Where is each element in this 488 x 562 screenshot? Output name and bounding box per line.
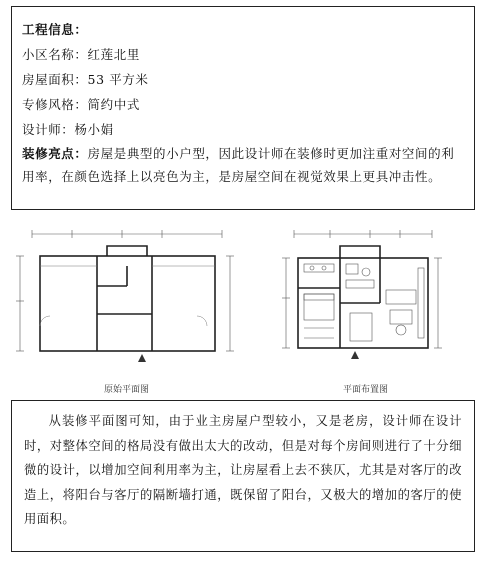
original-plan-caption: 原始平面图 [104,385,150,395]
description-paragraph: 从装修平面图可知，由于业主房屋户型较小，又是老房，设计师在设计时，对整体空间的格局没有做出太大的改动，但是对每个房间则进行了十分细微的设计，以增加空间利用率为主，让房屋看上去不狭仄，尤其是对客厅的改造上，将阳台与客厅的隔断墙打通，既保留了阳台，又极大的增加的客厅的使用面积。 [24,414,462,526]
area-value: 53 平方米 [87,72,149,87]
area-label: 房屋面积： [22,72,88,87]
layout-floor-plan-drawing [280,228,445,378]
style-row [22,92,464,117]
style-label: 专修风格： [22,97,88,112]
original-floor-plan-drawing [12,226,237,374]
community-row [22,42,464,67]
style-value: 简约中式 [87,97,140,112]
layout-plan-caption: 平面布置图 [343,385,389,395]
floor-plans [0,220,488,395]
highlight-label: 装修亮点： [22,146,88,161]
highlight-row [22,142,464,188]
description-box [11,400,475,552]
highlight-text: 房屋是典型的小户型，因此设计师在装修时更加注重对空间的利用率，在颜色选择上以亮色为主，是房屋空间在视觉效果上更具冲击性。 [22,146,455,184]
project-info-box [11,6,475,210]
community-label: 小区名称： [22,47,88,62]
info-title: 工程信息： [22,22,88,37]
area-row [22,67,464,92]
designer-row [22,117,464,142]
community-value: 红莲北里 [87,47,140,62]
designer-label: 设计师： [22,122,75,137]
designer-value: 杨小娟 [74,122,114,137]
